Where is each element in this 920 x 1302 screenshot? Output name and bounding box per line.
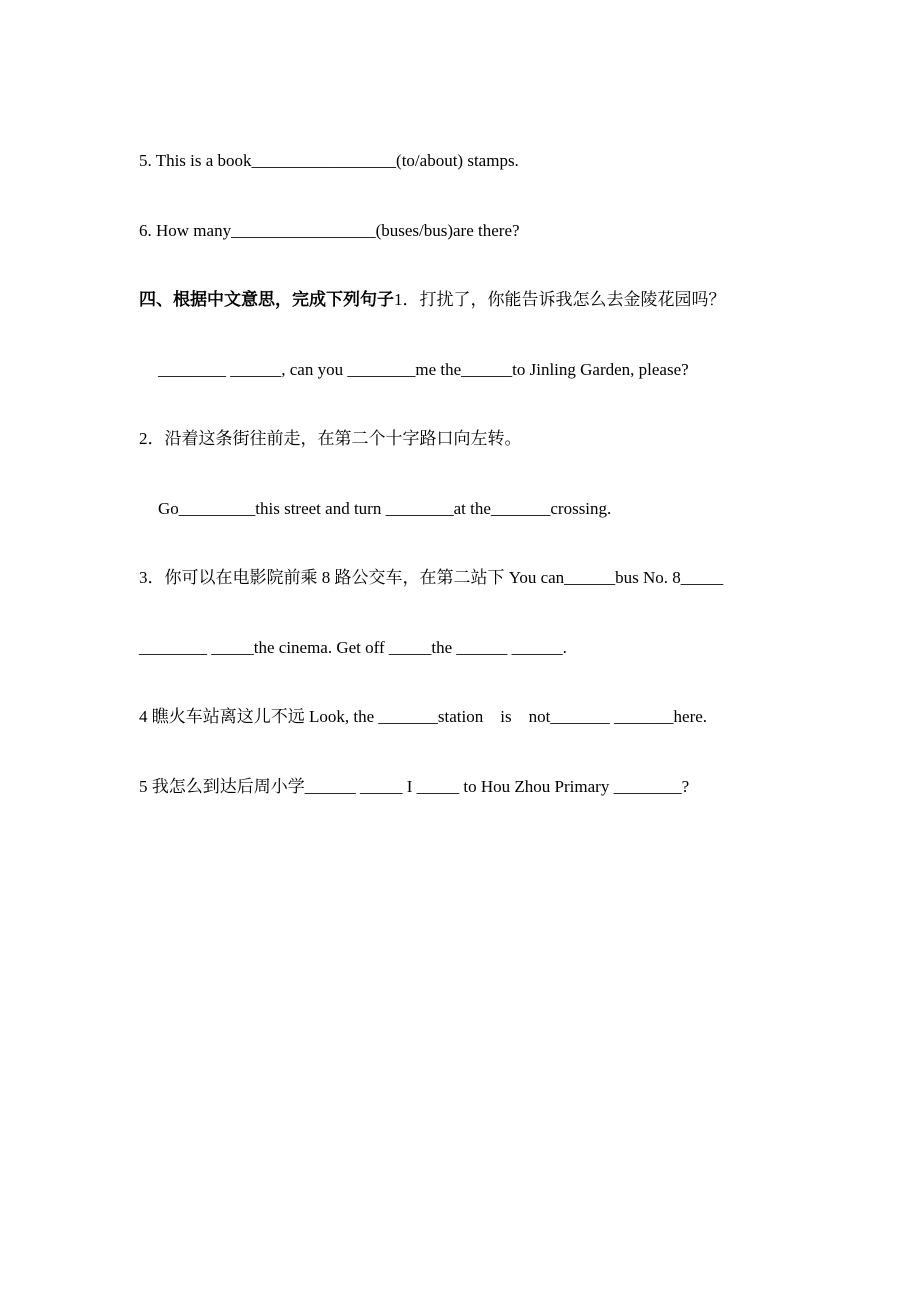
section-4-question-2-english: Go_________this street and turn ________at the_______crossing. bbox=[158, 499, 612, 518]
question-6: 6. How many_________________(buses/bus)are there? bbox=[139, 221, 520, 240]
section-4-question-3-line-2: ________ _____the cinema. Get off _____the ______ ______. bbox=[139, 638, 567, 657]
question-5: 5. This is a book_________________(to/about) stamps. bbox=[139, 151, 519, 170]
section-4-question-4: 4 瞧火车站离这儿不远 Look, the _______station is not_______ _______here. bbox=[139, 707, 708, 726]
section-4-question-2-chinese: 2．沿着这条街往前走，在第二个十字路口向左转。 bbox=[139, 429, 522, 448]
section-4-line bbox=[139, 289, 726, 311]
section-4-question-3-line-1: 3．你可以在电影院前乘 8 路公交车，在第二站下 You can______bus No. 8_____ bbox=[139, 568, 724, 587]
section-4-heading: 四、根据中文意思，完成下列句子 bbox=[139, 290, 394, 309]
section-4-question-5: 5 我怎么到达后周小学______ _____ I _____ to Hou Zhou Primary ________? bbox=[139, 777, 690, 796]
section-4-question-1-chinese: 1．打扰了，你能告诉我怎么去金陵花园吗？ bbox=[394, 290, 726, 309]
section-4-question-1-english: ________ ______, can you ________me the______to Jinling Garden, please? bbox=[158, 360, 689, 379]
